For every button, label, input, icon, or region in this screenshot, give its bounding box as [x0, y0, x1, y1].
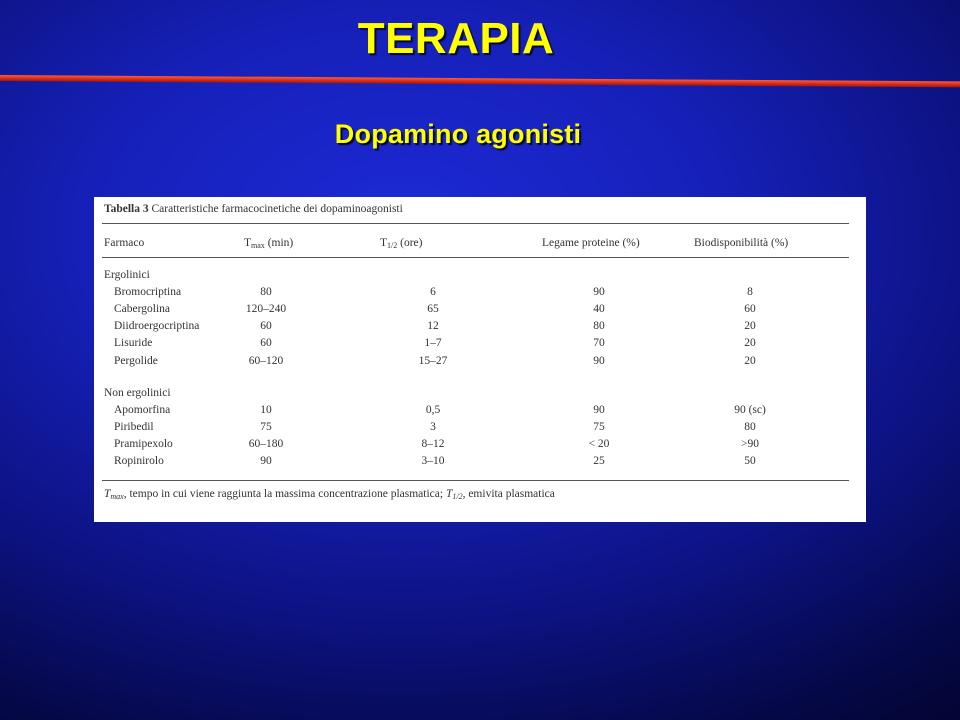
header-legame: Legame proteine (%) — [542, 237, 640, 249]
cell-farmaco: Cabergolina — [114, 303, 170, 316]
cell-farmaco: Lisuride — [114, 337, 153, 350]
cell-biodisp: 20 — [744, 320, 756, 333]
cell-biodisp: 80 — [744, 421, 756, 434]
cell-biodisp: 8 — [747, 286, 753, 299]
cell-thalf: 0,5 — [425, 404, 441, 417]
table-caption-text: Caratteristiche farmacocinetiche dei dopaminoagonisti — [151, 203, 403, 215]
table-bottom-rule — [102, 480, 849, 481]
cell-legame: 75 — [593, 421, 605, 434]
cell-farmaco: Pergolide — [114, 354, 158, 367]
cell-biodisp: 50 — [744, 455, 756, 468]
cell-thalf: 3–10 — [421, 455, 445, 468]
cell-legame: 90 — [593, 404, 605, 417]
table-footnote: $T_{max}$, tempo in cui viene raggiunta la massima concentrazione plasmatica; $T_{1/2}$, emivita plasmatica — [104, 488, 555, 501]
cell-biodisp: >90 — [741, 438, 759, 451]
cell-thalf: 6 — [430, 286, 436, 299]
cell-farmaco: Piribedil — [114, 421, 154, 434]
cell-tmax: 60 — [260, 320, 272, 333]
cell-biodisp: 90 (sc) — [734, 404, 766, 417]
pharmacokinetics-table — [94, 197, 866, 522]
cell-legame: 80 — [593, 320, 605, 333]
cell-farmaco: Bromocriptina — [114, 286, 182, 299]
cell-thalf: 8–12 — [421, 438, 445, 451]
cell-legame: 90 — [593, 286, 605, 299]
cell-biodisp: 20 — [744, 337, 756, 350]
header-tmax: $T_{max}$ (min) — [244, 237, 294, 250]
header-rule — [102, 257, 849, 258]
cell-thalf: 3 — [430, 421, 436, 434]
table-top-rule — [102, 223, 849, 224]
table-caption-label: Tabella 3 — [104, 203, 149, 215]
header-farmaco: Farmaco — [104, 237, 145, 249]
title-underline — [0, 75, 960, 87]
table-caption — [104, 203, 403, 215]
header-thalf: $T_{1/2}$ (ore) — [380, 237, 423, 250]
cell-biodisp: 60 — [744, 303, 756, 316]
cell-thalf: 15–27 — [418, 354, 448, 367]
cell-tmax: 80 — [260, 286, 272, 299]
group-label: Ergolinici — [104, 269, 150, 281]
cell-legame: 90 — [593, 354, 605, 367]
cell-thalf: 12 — [427, 320, 439, 333]
header-biodisp: Biodisponibilità (%) — [694, 237, 789, 249]
cell-tmax: 60–120 — [248, 354, 284, 367]
cell-tmax: 60 — [260, 337, 272, 350]
cell-tmax: 75 — [260, 421, 272, 434]
cell-biodisp: 20 — [744, 354, 756, 367]
slide-title: TERAPIA — [357, 14, 555, 63]
cell-tmax: 120–240 — [245, 303, 287, 316]
cell-legame: < 20 — [588, 438, 610, 451]
cell-tmax: 90 — [260, 455, 272, 468]
cell-legame: 40 — [593, 303, 605, 316]
cell-farmaco: Pramipexolo — [114, 438, 173, 451]
group-label: Non ergolinici — [104, 386, 171, 399]
cell-farmaco: Diidroergocriptina — [114, 320, 200, 333]
cell-thalf: 1–7 — [424, 337, 442, 350]
cell-farmaco: Ropinirolo — [114, 455, 164, 468]
cell-thalf: 65 — [427, 303, 439, 316]
cell-legame: 25 — [593, 455, 605, 468]
cell-farmaco: Apomorfina — [114, 404, 171, 417]
cell-tmax: 60–180 — [248, 438, 284, 451]
slide-subtitle: Dopamino agonisti — [334, 119, 582, 149]
cell-tmax: 10 — [260, 404, 272, 417]
cell-legame: 70 — [593, 337, 605, 350]
